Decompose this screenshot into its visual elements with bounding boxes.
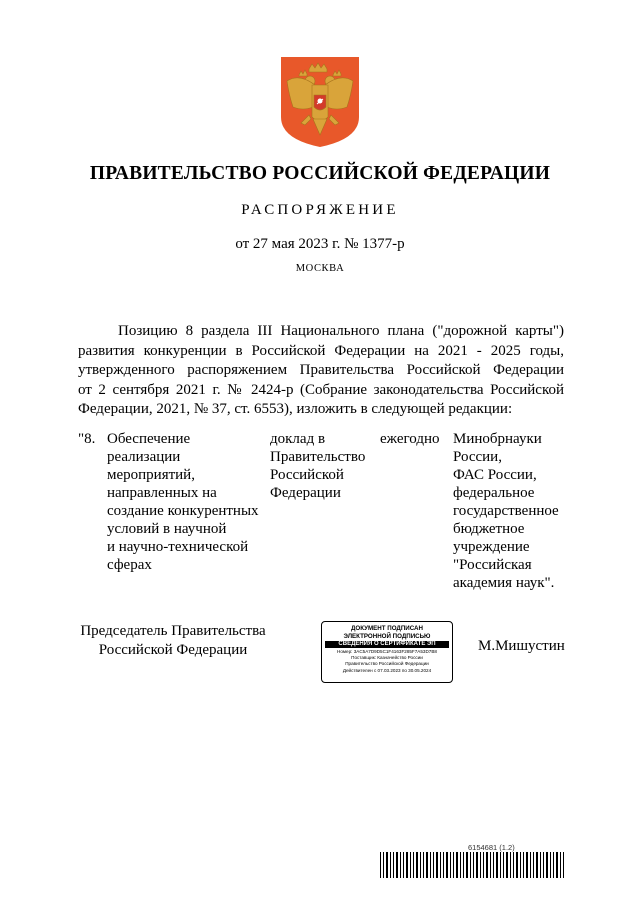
table-cell-number bbox=[78, 430, 106, 448]
barcode-number: 6154681 (1.2) bbox=[468, 843, 515, 852]
stamp-serial: Номер: 3AC5A7D9D5C1F4163F285F7A53D7B8 bbox=[337, 649, 437, 654]
body-line: развития конкуренции в Российской Федерации на 2021 - 2025 годы, bbox=[78, 342, 564, 359]
body-line: Федерации, 2021, № 37, ст. 6553), изложить в следующей редакции: bbox=[78, 401, 513, 418]
measure-line: мероприятий, bbox=[107, 467, 195, 483]
stamp-supplier: Поставщик: Казначейство России bbox=[351, 655, 423, 661]
table-cell-period bbox=[380, 430, 444, 448]
row-number: "8. bbox=[78, 431, 96, 447]
signatory-position bbox=[78, 622, 268, 660]
measure-line: условий в научной bbox=[107, 521, 227, 537]
body-line: от 2 сентября 2021 г. № 2424-р (Собрание законодательства Российской bbox=[78, 381, 564, 398]
measure-line: реализации bbox=[107, 449, 181, 465]
measure-line: создание конкурентных bbox=[107, 503, 259, 519]
measure-line: направленных на bbox=[107, 485, 217, 501]
barcode-icon bbox=[380, 852, 566, 878]
responsible-line: государственное bbox=[453, 503, 559, 519]
responsible-line: бюджетное bbox=[453, 521, 525, 537]
table-cell-measure bbox=[107, 430, 259, 574]
responsible-line: учреждение bbox=[453, 539, 530, 555]
electronic-signature-stamp bbox=[321, 621, 453, 683]
stamp-line: ЭЛЕКТРОННОЙ ПОДПИСЬЮ bbox=[343, 632, 431, 640]
measure-line: сферах bbox=[107, 557, 152, 573]
measure-line: и научно-технической bbox=[107, 539, 249, 555]
result-line: Российской bbox=[270, 467, 344, 483]
responsible-line: академия наук". bbox=[453, 575, 555, 591]
table-cell-result bbox=[270, 430, 370, 502]
body-line: утвержденного распоряжением Правительства Российской Федерации bbox=[78, 362, 564, 379]
stamp-owner: Правительство Российской Федерации bbox=[345, 661, 429, 667]
document-date-number: от 27 мая 2023 г. № 1377-р bbox=[235, 236, 405, 252]
position-line: Российской Федерации bbox=[98, 642, 248, 658]
coat-of-arms-icon bbox=[279, 55, 361, 149]
result-line: доклад в bbox=[270, 431, 326, 447]
result-line: Правительство bbox=[270, 449, 366, 465]
responsible-line: "Российская bbox=[453, 557, 532, 573]
document-city: МОСКВА bbox=[295, 263, 345, 274]
body-line: Позицию 8 раздела III Национального плана ("дорожной карты") bbox=[118, 323, 564, 339]
body-paragraph bbox=[78, 322, 564, 420]
responsible-line: Минобрнауки bbox=[453, 431, 542, 447]
responsible-line: России, bbox=[453, 449, 502, 465]
responsible-line: ФАС России, bbox=[453, 467, 537, 483]
table-cell-responsible bbox=[453, 430, 573, 592]
signatory-name: М.Мишустин bbox=[478, 638, 565, 654]
period-text: ежегодно bbox=[380, 431, 440, 447]
document-type: РАСПОРЯЖЕНИЕ bbox=[241, 202, 399, 218]
measure-line: Обеспечение bbox=[107, 431, 191, 447]
result-line: Федерации bbox=[270, 485, 341, 501]
stamp-validity: Действителен с 07.03.2023 по 30.05.2024 bbox=[342, 667, 432, 673]
responsible-line: федеральное bbox=[453, 485, 535, 501]
page-title: ПРАВИТЕЛЬСТВО РОССИЙСКОЙ ФЕДЕРАЦИИ bbox=[89, 163, 551, 184]
position-line: Председатель Правительства bbox=[80, 623, 266, 639]
stamp-header: СВЕДЕНИЯ О СЕРТИФИКАТЕ ЭП bbox=[325, 641, 449, 648]
stamp-line: ДОКУМЕНТ ПОДПИСАН bbox=[351, 625, 423, 632]
